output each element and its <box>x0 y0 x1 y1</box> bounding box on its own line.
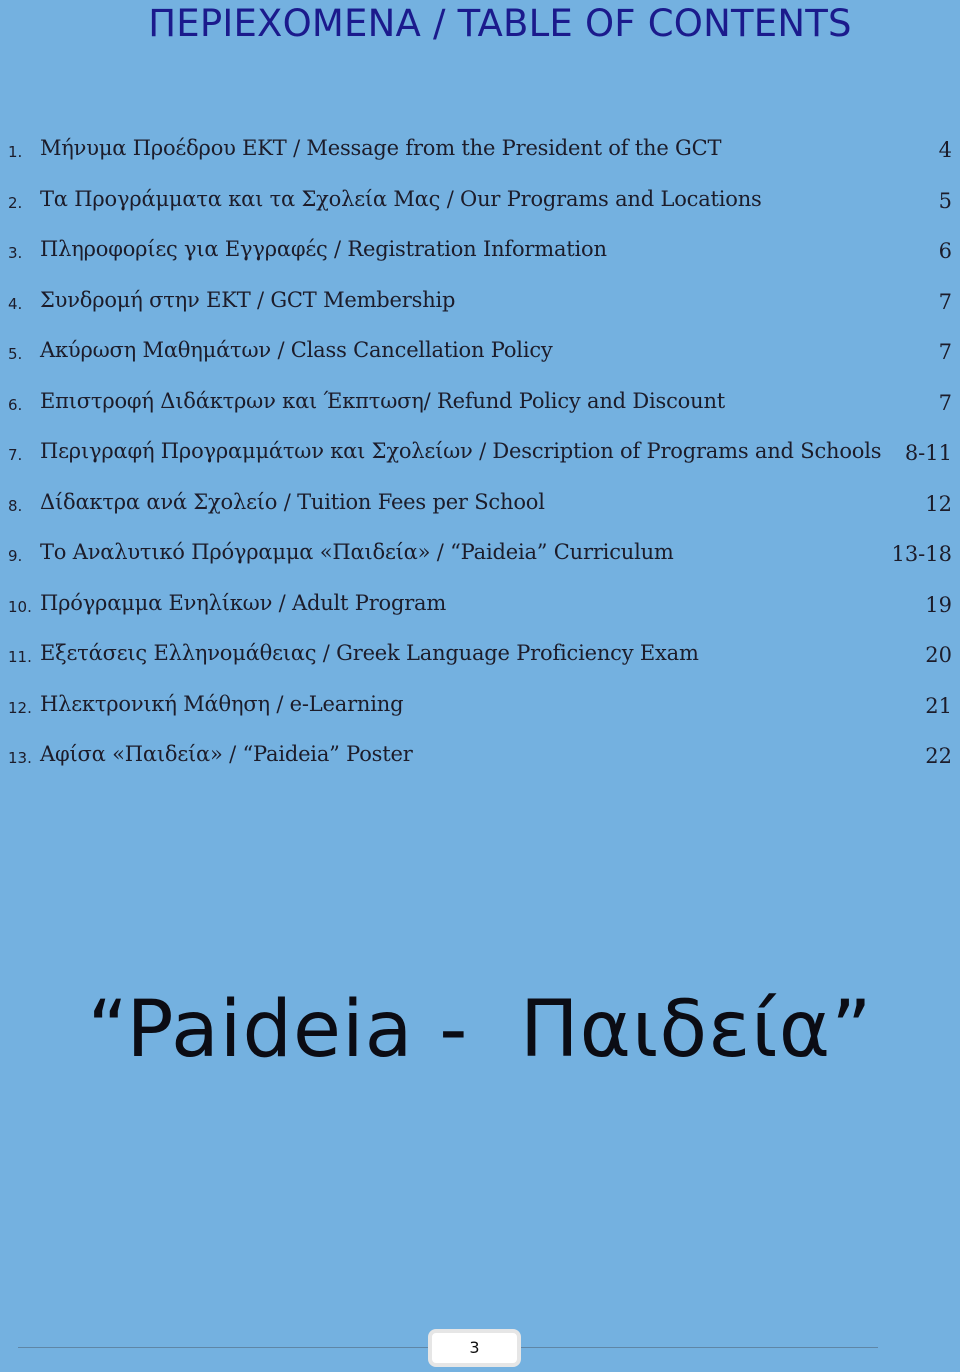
toc-entry-number: 10. <box>8 597 32 616</box>
toc-entry-page: 12 <box>925 491 952 516</box>
toc-entry[interactable] <box>0 187 960 238</box>
toc-entry-page: 13-18 <box>891 542 952 566</box>
toc-entry-number: 3. <box>8 244 23 262</box>
toc-entry-title: Πρόγραμμα Ενηλίκων / Adult Program <box>40 590 447 615</box>
table-of-contents <box>0 136 960 793</box>
toc-entry[interactable] <box>0 742 960 793</box>
toc-entry-title: Μήνυμα Προέδρου ΕΚΤ / Message from the President of the GCT <box>40 136 722 160</box>
toc-entry-number: 12. <box>8 698 32 717</box>
toc-entry-page: 7 <box>938 289 952 314</box>
toc-entry-page: 21 <box>925 693 952 718</box>
toc-entry-page: 19 <box>925 592 952 617</box>
toc-entry[interactable] <box>0 237 960 288</box>
toc-entry-title: Συνδρομή στην ΕΚΤ / GCT Membership <box>40 287 456 312</box>
toc-entry[interactable] <box>0 591 960 642</box>
toc-entry[interactable] <box>0 641 960 692</box>
toc-entry-page: 7 <box>938 390 952 415</box>
toc-entry-page: 4 <box>938 138 952 162</box>
toc-entry[interactable] <box>0 540 960 591</box>
toc-entry-number: 2. <box>8 193 23 212</box>
toc-entry[interactable] <box>0 338 960 389</box>
page-number: 3 <box>469 1338 480 1357</box>
toc-entry[interactable] <box>0 692 960 743</box>
toc-entry-number: 8. <box>8 496 23 515</box>
toc-entry-page: 8-11 <box>904 441 952 465</box>
toc-entry-number: 11. <box>8 648 32 666</box>
toc-entry-title: Επιστροφή Διδάκτρων και Έκπτωση/ Refund Policy and Discount <box>40 388 726 413</box>
toc-entry-number: 9. <box>8 547 23 565</box>
toc-entry-page: 6 <box>938 239 952 263</box>
toc-entry[interactable] <box>0 288 960 339</box>
toc-entry-number: 13. <box>8 749 32 767</box>
toc-entry[interactable] <box>0 389 960 440</box>
toc-entry-title: Δίδακτρα ανά Σχολείο / Tuition Fees per School <box>40 489 545 514</box>
toc-entry-number: 6. <box>8 395 23 414</box>
toc-entry-title: Εξετάσεις Ελληνομάθειας / Greek Language Proficiency Exam <box>40 641 699 665</box>
toc-entry-title: Το Αναλυτικό Πρόγραμμα «Παιδεία» / “Paideia” Curriculum <box>40 540 674 564</box>
page-title: ΠΕΡΙΕΧΟΜΕΝΑ / TABLE OF CONTENTS <box>148 2 852 45</box>
toc-entry-page: 20 <box>925 643 952 667</box>
toc-entry-title: Περιγραφή Προγραμμάτων και Σχολείων / Description of Programs and Schools <box>40 439 882 463</box>
toc-entry[interactable] <box>0 439 960 490</box>
toc-entry[interactable] <box>0 136 960 187</box>
toc-entry-title: Πληροφορίες για Εγγραφές / Registration Information <box>40 237 607 261</box>
toc-entry-number: 7. <box>8 446 23 464</box>
toc-entry-title: Τα Προγράμματα και τα Σχολεία Μας / Our Programs and Locations <box>40 186 762 211</box>
toc-entry-number: 4. <box>8 294 23 313</box>
toc-entry[interactable] <box>0 490 960 541</box>
toc-entry-number: 1. <box>8 143 23 161</box>
toc-entry-title: Ηλεκτρονική Μάθηση / e-Learning <box>40 691 404 716</box>
page-number-badge <box>428 1329 521 1367</box>
toc-entry-page: 7 <box>938 340 952 364</box>
toc-entry-page: 22 <box>925 744 952 768</box>
toc-entry-page: 5 <box>938 188 952 213</box>
toc-entry-title: Ακύρωση Μαθημάτων / Class Cancellation Policy <box>40 338 553 362</box>
toc-entry-number: 5. <box>8 345 23 363</box>
paideia-banner-title: “Paideia - Παιδεία” <box>87 985 873 1075</box>
toc-entry-title: Αφίσα «Παιδεία» / “Paideia” Poster <box>40 742 413 766</box>
